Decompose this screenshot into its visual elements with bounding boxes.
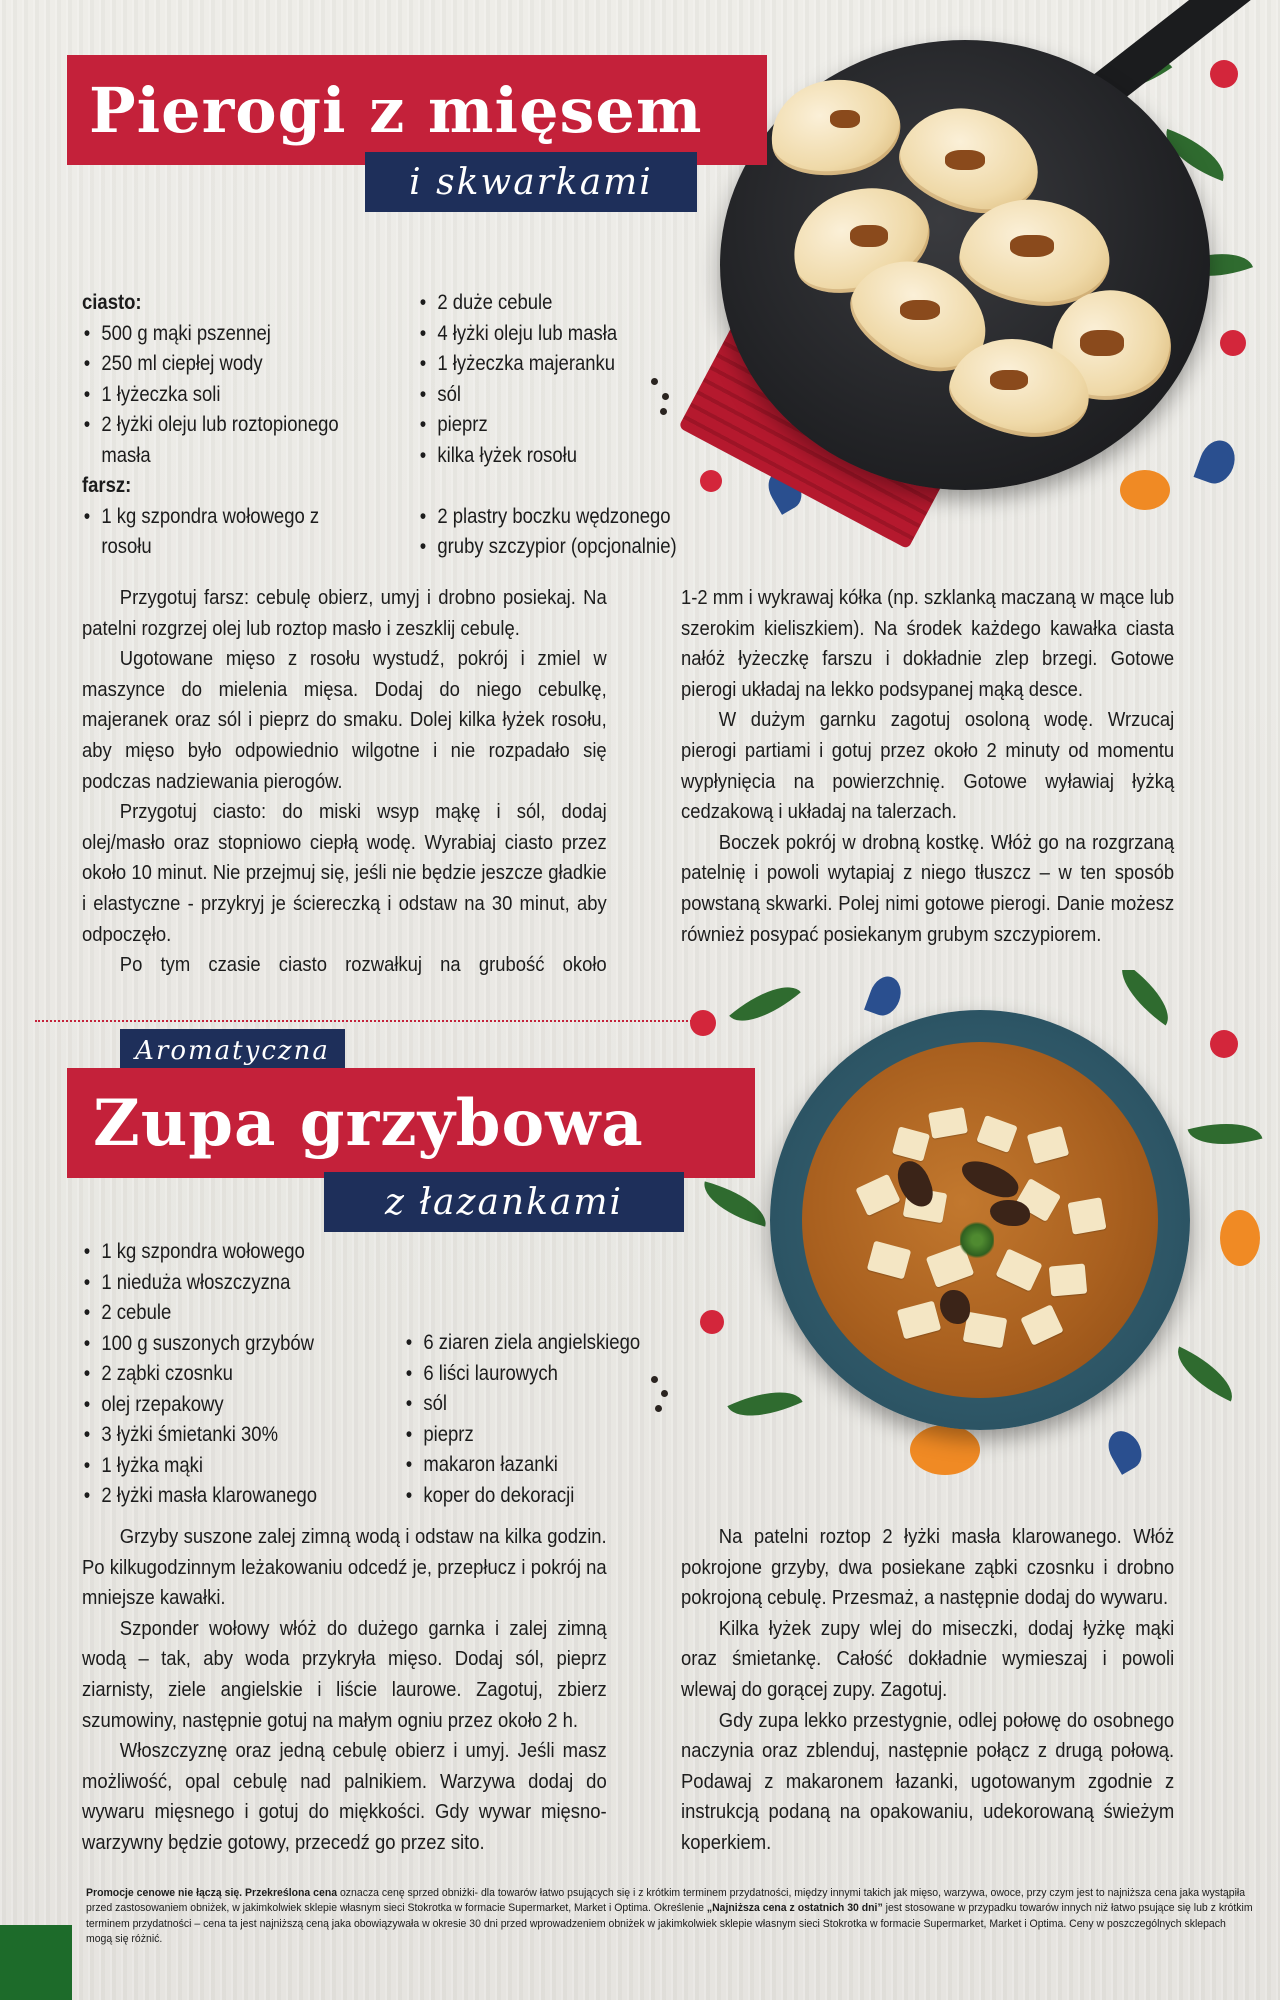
footer-bold: Promocje cenowe nie łączą się. <box>86 1887 243 1899</box>
list-item: • koper do dekoracji <box>404 1481 686 1512</box>
list-item: • 4 łyżki oleju lub masła <box>418 319 717 350</box>
list-item: • 500 g mąki pszennej <box>82 319 381 350</box>
dough-heading: ciasto: <box>82 291 142 314</box>
list-item: • 100 g suszonych grzybów <box>82 1329 381 1360</box>
footer-bold: „Najniższa cena z ostatnich 30 dni” <box>706 1902 883 1915</box>
recipe1-ingredients-col1 <box>82 288 381 563</box>
recipe1-title-text: Pierogi z mięsem <box>89 73 703 147</box>
footer-disclaimer <box>86 1886 1254 1948</box>
pierogi-image <box>680 0 1280 560</box>
list-item: • gruby szczypior (opcjonalnie) <box>418 532 717 563</box>
step-paragraph: Przygotuj ciasto: do miski wsyp mąkę i sól, dodaj olej/masło oraz stopniowo ciepłą wodę. Wyrabiaj ciasto przez około 10 minut. Nie przejmuj się, jeśli nie będzie jeszcze gładkie i elastyczne - przykryj je ściereczką i odstaw na 30 minut, aby odpoczęło. <box>82 800 607 946</box>
step-paragraph: Gdy zupa lekko przestygnie, odlej połowę do osobnego naczynia oraz zblenduj, następnie połącz z drugą połową. Podawaj z makaronem łazanki, ugotowanym zgodnie z instrukcją podaną na opakowaniu, udekorowaną świeżym koperkiem. <box>681 1708 1175 1854</box>
step-paragraph: Włoszczyznę oraz jedną cebulę obierz i umyj. Jeśli masz możliwość, opal cebulę nad palnikiem. Warzywa dodaj do wywaru mięsnego i gotuj do miękkości. Gdy wywar mięsno-warzywny będzie gotowy, przecedź go przez sito. <box>82 1739 607 1854</box>
list-item: • 2 cebule <box>82 1298 381 1329</box>
list-item: • 1 nieduża włoszczyzna <box>82 1268 381 1299</box>
list-item: • sól <box>418 380 717 411</box>
recipe2-subtitle-text: z łazankami <box>384 1181 624 1223</box>
list-item: • 2 duże cebule <box>418 288 717 319</box>
recipe2-pretitle-text: Aromatyczna <box>135 1036 330 1066</box>
list-item: • 3 łyżki śmietanki 30% <box>82 1420 381 1451</box>
list-item: • pieprz <box>404 1420 686 1451</box>
step-paragraph: Ugotowane mięso z rosołu wystudź, pokrój i zmiel w maszynce do mielenia mięsa. Dodaj do niego cebulkę, majeranek oraz sól i pieprz do smaku. Dolej kilka łyżek rosołu, aby mięso było odpowiednio wilgotne i nie rozpadało się podczas nadziewania pierogów. <box>82 647 607 793</box>
recipe1-subtitle <box>365 152 697 212</box>
list-item: • 2 ząbki czosnku <box>82 1359 381 1390</box>
list-item: • 2 łyżki masła klarowanego <box>82 1481 381 1512</box>
step-paragraph: Na patelni roztop 2 łyżki masła klarowanego. Włóż pokrojone grzyby, dwa posiekane ząbki czosnku i drobno pokrojoną cebulę. Przesmaż, a następnie dodaj do wywaru. <box>681 1525 1175 1610</box>
recipe2-subtitle <box>324 1172 684 1232</box>
green-corner-tab <box>0 1925 72 2000</box>
list-item: • 6 ziaren ziela angielskiego <box>404 1328 686 1359</box>
list-item: • olej rzepakowy <box>82 1390 381 1421</box>
step-paragraph: W dużym garnku zagotuj osoloną wodę. Wrzucaj pierogi partiami i gotuj przez około 2 minuty od momentu wypłynięcia na powierzchnię. Gotowe wyławiaj łyżką cedzakową i układaj na talerzach. <box>681 708 1175 824</box>
list-item: • 2 łyżki oleju lub roztopionego masła <box>82 410 346 471</box>
list-item: • 1 łyżeczka soli <box>82 380 381 411</box>
list-item: • 6 liści laurowych <box>404 1359 686 1390</box>
section-divider <box>35 1020 715 1022</box>
list-item: • 1 łyżeczka majeranku <box>418 349 717 380</box>
list-item: • 1 kg szpondra wołowego <box>82 1237 381 1268</box>
list-item: • kilka łyżek rosołu <box>418 441 717 472</box>
list-item: • pieprz <box>418 410 717 441</box>
recipe2-steps-left <box>82 1522 607 1859</box>
footer-text: jest stosowane w przypadku towarów innych niż łatwo psujące się lub z krótkim terminem przydatności – cena ta jest najniższą ceną jaka obowiązywała w okresie 30 dni przed wprowadzeniem obniżek w jakimkolwiek sklepie własnym sieci Stokrotka w formacie Supermarket, Market i Optima. Ceny w poszczególnych sklepach mogą się różnić. <box>86 1902 1253 1946</box>
list-item: • 1 kg szpondra wołowego z rosołu <box>82 502 346 563</box>
step-paragraph: Przygotuj farsz: cebulę obierz, umyj i drobno posiekaj. Na patelni rozgrzej olej lub roztop masło i zeszklij cebulę. <box>82 586 607 640</box>
list-item: • sól <box>404 1389 686 1420</box>
list-item: • 250 ml ciepłej wody <box>82 349 381 380</box>
recipe2-title-text: Zupa grzybowa <box>93 1085 644 1161</box>
list-item: • makaron łazanki <box>404 1450 686 1481</box>
step-paragraph: Szponder wołowy włóż do dużego garnka i zalej zimną wodą – tak, aby woda przykryła mięso. Dodaj sól, pieprz ziarnisty, ziele angielskie i liście laurowe. Zagotuj, zbierz szumowiny, następnie gotuj na małym ogniu przez około 2 h. <box>82 1616 607 1732</box>
recipe2-title <box>67 1068 755 1178</box>
recipe1-title <box>67 55 767 165</box>
step-paragraph: 1-2 mm i wykrawaj kółka (np. szklanką maczaną w mące lub szerokim kieliszkiem). Na środek każdego kawałka ciasta nałóż łyżeczkę farszu i dokładnie zlep brzegi. Gotowe pierogi układaj na lekko podsypanej mąką desce. <box>681 586 1175 701</box>
recipe1-subtitle-text: i skwarkami <box>409 161 653 203</box>
recipe2-steps-right <box>681 1522 1174 1859</box>
step-paragraph: Boczek pokrój w drobną kostkę. Włóż go na rozgrzaną patelnię i powoli wytapiaj z niego tłuszcz – w ten sposób powstaną skwarki. Polej nimi gotowe pierogi. Danie możesz również posypać posiekanym grubym szczypiorem. <box>681 830 1175 946</box>
recipe1-ingredients-col2 <box>418 288 717 563</box>
step-paragraph: Po tym czasie ciasto rozwałkuj na grubość około <box>119 953 607 977</box>
step-paragraph: Kilka łyżek zupy wlej do miseczki, dodaj łyżkę mąki oraz śmietankę. Całość dokładnie wymieszaj i powoli wlewaj do gorącej zupy. Zagotuj. <box>681 1616 1175 1701</box>
list-item: • 2 plastry boczku wędzonego <box>418 502 717 533</box>
soup-image <box>690 970 1280 1490</box>
footer-text: oznacza cenę sprzed obniżki- dla towarów łatwo psujących się i z krótkim terminem przydatności, między innymi takich jak mięso, warzywa, owoce, przy czym jest to najniższa cena jaka wystąpiła przed zastosowaniem obniżek, w jakimkolwiek sklepie własnym sieci Stokrotka w formacie Supermarket, Market i Optima. Określenie <box>86 1887 1246 1915</box>
recipe2-pretitle <box>120 1029 345 1073</box>
recipe1-steps-left <box>82 583 607 981</box>
recipe1-steps-right <box>681 583 1174 950</box>
step-paragraph: Grzyby suszone zalej zimną wodą i odstaw na kilka godzin. Po kilkugodzinnym leżakowaniu odcedź je, przepłucz i pokrój na mniejsze kawałki. <box>82 1525 607 1610</box>
list-item: • 1 łyżka mąki <box>82 1451 381 1482</box>
footer-bold: Przekreślona cena <box>245 1887 338 1899</box>
recipe2-ingredients-col2 <box>404 1328 686 1511</box>
recipe2-ingredients-col1 <box>82 1237 381 1512</box>
filling-heading: farsz: <box>82 474 132 497</box>
